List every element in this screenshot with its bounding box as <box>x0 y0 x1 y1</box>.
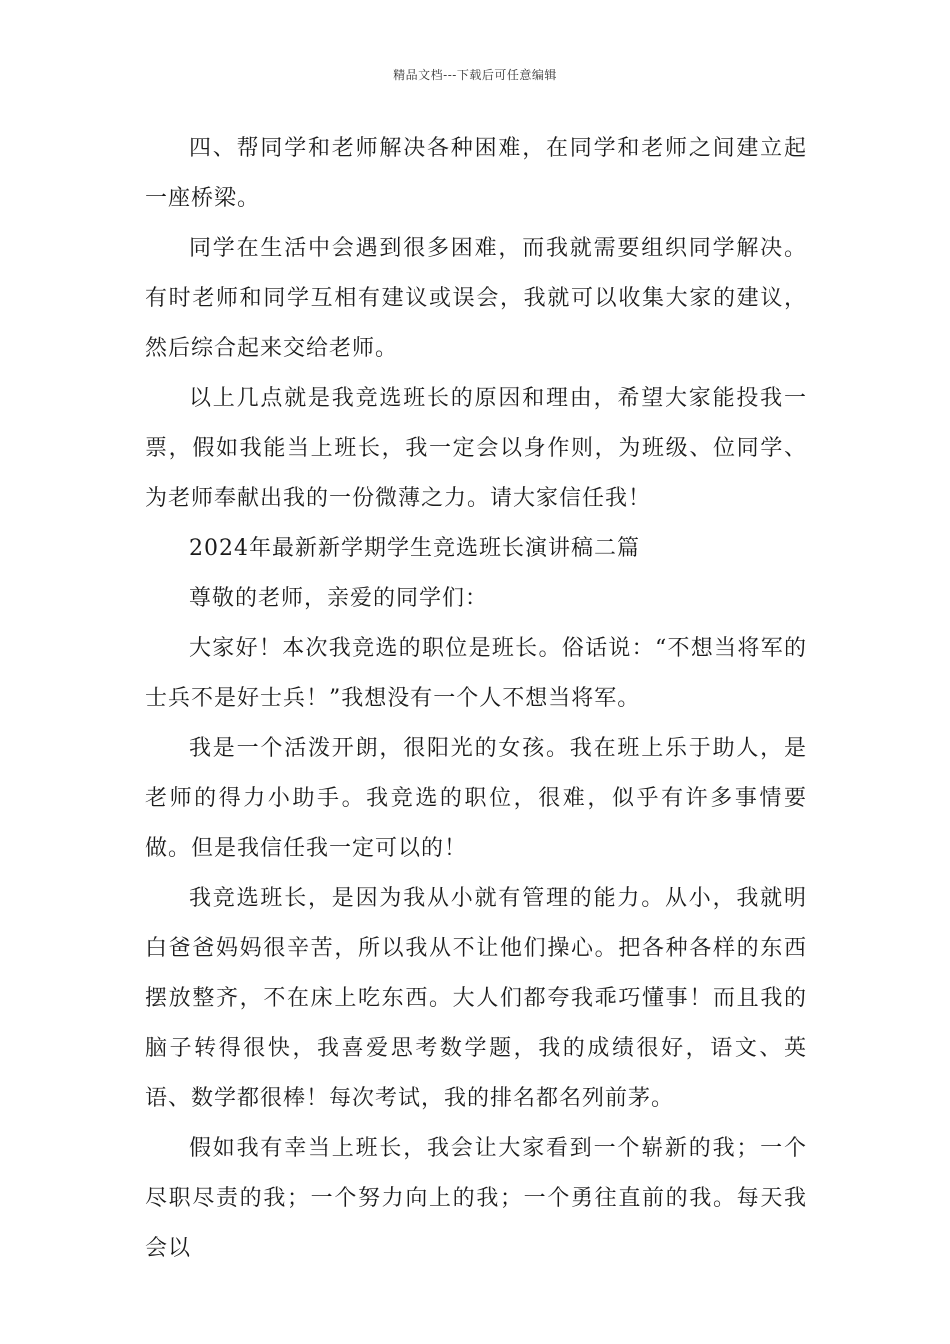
salutation: 尊敬的老师，亲爱的同学们： <box>189 586 489 611</box>
paragraph: 同学在生活中会遇到很多困难，而我就需要组织同学解决。有时老师和同学互相有建议或误会，我就可以收集大家的建议，然后综合起来交给老师。 <box>145 236 807 361</box>
paragraph: 我竞选班长，是因为我从小就有管理的能力。从小，我就明白爸爸妈妈很辛苦，所以我从不让他们操心。把各种各样的东西摆放整齐，不在床上吃东西。大人们都夸我乖巧懂事！而且我的脑子转得很快，我喜爱思考数学题，我的成绩很好，语文、英语、数学都很棒！每次考试，我的排名都名列前茅。 <box>145 886 807 1111</box>
paragraph: 我是一个活泼开朗，很阳光的女孩。我在班上乐于助人，是老师的得力小助手。我竞选的职位，很难，似乎有许多事情要做。但是我信任我一定可以的！ <box>145 736 807 861</box>
paragraph: 假如我有幸当上班长，我会让大家看到一个崭新的我；一个尽职尽责的我；一个努力向上的我；一个勇往直前的我。每天我会以 <box>145 1136 807 1261</box>
paragraph: 大家好！本次我竞选的职位是班长。俗话说：“不想当将军的士兵不是好士兵！”我想没有一个人不想当将军。 <box>145 636 807 711</box>
section-title: 2024年最新新学期学生竞选班长演讲稿二篇 <box>189 536 640 561</box>
paragraph: 四、帮同学和老师解决各种困难，在同学和老师之间建立起一座桥梁。 <box>145 136 807 211</box>
page-header: 精品文档---下载后可任意编辑 <box>393 68 557 82</box>
document-body <box>145 124 807 1274</box>
paragraph: 以上几点就是我竞选班长的原因和理由，希望大家能投我一票，假如我能当上班长，我一定会以身作则，为班级、位同学、为老师奉献出我的一份微薄之力。请大家信任我！ <box>145 386 807 511</box>
